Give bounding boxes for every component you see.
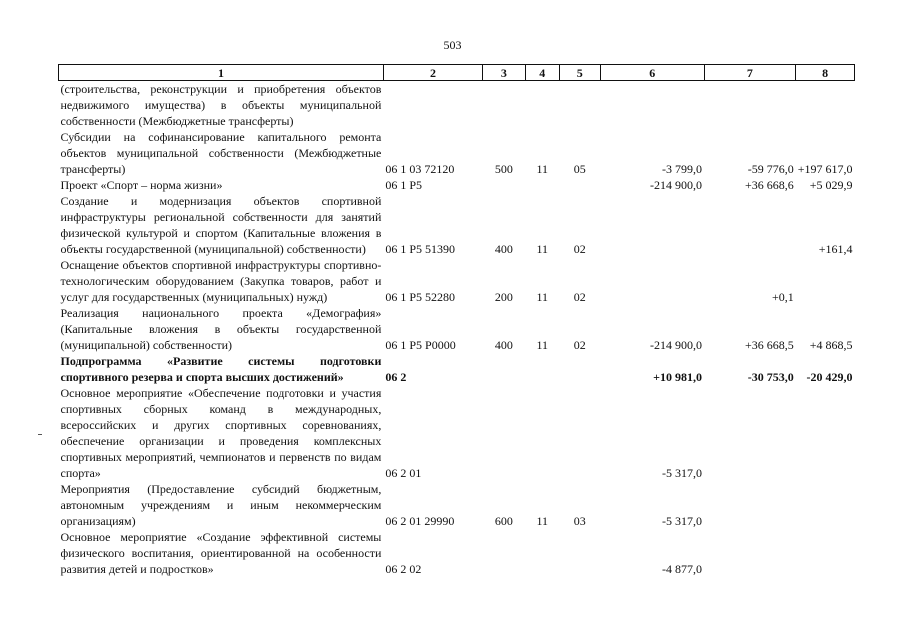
row-amount-col6: -3 799,0 [662, 162, 703, 176]
row-description: Субсидии на софинансирование капитального ремонта объектов муниципальной собственности (Межбюджетные трансферты) [60, 130, 382, 176]
scan-mark [38, 434, 42, 435]
row-description: Мероприятия (Предоставление субсидий бюджетным, автономным учреждениям и иным некоммерческим организациям) [60, 482, 382, 528]
row-amount-col7: -59 776,0 [747, 162, 794, 176]
row-subsection [559, 529, 600, 577]
row-section: 11 [536, 162, 548, 176]
table-row [59, 129, 855, 177]
row-subsection: 05 [573, 162, 586, 176]
table-row [59, 481, 855, 529]
row-amount-col6: -5 317,0 [662, 514, 703, 528]
row-code: 06 2 02 [385, 562, 422, 576]
row-amount-col8: +161,4 [818, 242, 853, 256]
row-amount-col8 [796, 81, 855, 130]
table-row [59, 385, 855, 481]
row-subsection: 03 [573, 514, 586, 528]
row-description: Проект «Спорт – норма жизни» [60, 178, 223, 192]
row-amount-col8: +5 029,9 [809, 178, 853, 192]
table-row [59, 81, 855, 130]
row-section: 11 [536, 338, 548, 352]
row-description: (строительства, реконструкции и приобретения объектов недвижимого имущества) в объекты муниципальной собственности (Межбюджетные трансферты) [60, 82, 382, 128]
row-expense-type [483, 385, 526, 481]
row-amount-col7: +36 668,6 [744, 178, 794, 192]
row-amount-col7 [704, 385, 796, 481]
row-code [383, 81, 482, 130]
row-amount-col7 [704, 481, 796, 529]
row-amount-col7 [704, 81, 796, 130]
row-expense-type [483, 81, 526, 130]
row-code: 06 1 P5 52280 [385, 290, 456, 304]
row-expense-type: 600 [494, 514, 513, 528]
header-col-7: 7 [704, 65, 796, 81]
table-body [59, 81, 855, 578]
row-subsection [559, 81, 600, 130]
page-number: 503 [443, 38, 462, 52]
header-col-5: 5 [559, 65, 600, 81]
row-amount-col8: +4 868,5 [809, 338, 853, 352]
row-code: 06 1 P5 51390 [385, 242, 456, 256]
table-row [59, 529, 855, 577]
row-amount-col7 [704, 193, 796, 257]
row-section: 11 [536, 514, 548, 528]
row-section [525, 177, 559, 193]
row-description: Реализация национального проекта «Демография» (Капитальные вложения в объекты государственной (муниципальной) собственности) [60, 306, 382, 352]
header-col-1: 1 [59, 65, 384, 81]
row-expense-type: 200 [494, 290, 513, 304]
row-subsection: 02 [573, 290, 586, 304]
row-subsection [559, 177, 600, 193]
row-section: 11 [536, 290, 548, 304]
row-amount-col6: -214 900,0 [650, 178, 703, 192]
header-col-4: 4 [525, 65, 559, 81]
row-amount-col7: +0,1 [771, 290, 794, 304]
table-row [59, 305, 855, 353]
header-row [59, 65, 855, 81]
row-code: 06 1 P5 P0000 [385, 338, 456, 352]
row-description: Основное мероприятие «Обеспечение подготовки и участия спортивных сборных команд в международных, всероссийских и других спортивных соревнованиях, обеспечение организации и проведения комплексных спортивных мероприятий, чемпионатов и первенств по видам спорта» [60, 386, 382, 480]
row-code: 06 2 01 [385, 466, 422, 480]
table-row [59, 193, 855, 257]
budget-table [58, 64, 855, 577]
row-code: 06 2 01 29990 [385, 514, 455, 528]
row-amount-col7: -30 753,0 [747, 370, 794, 384]
row-amount-col6: -214 900,0 [650, 338, 703, 352]
row-description: Основное мероприятие «Создание эффективной системы физического воспитания, ориентированной на особенности развития детей и подростков» [60, 530, 382, 576]
header-col-6: 6 [600, 65, 704, 81]
row-amount-col6 [600, 193, 704, 257]
row-section [525, 353, 559, 385]
table-row [59, 177, 855, 193]
row-subsection [559, 385, 600, 481]
row-amount-col8 [796, 481, 855, 529]
row-expense-type [483, 353, 526, 385]
table-row [59, 353, 855, 385]
row-section: 11 [536, 242, 548, 256]
header-col-3: 3 [483, 65, 526, 81]
row-amount-col8 [796, 257, 855, 305]
row-amount-col8: -20 429,0 [806, 370, 853, 384]
row-expense-type [483, 529, 526, 577]
row-description: Подпрограмма «Развитие системы подготовки спортивного резерва и спорта высших достижений» [60, 354, 382, 384]
row-section [525, 529, 559, 577]
row-amount-col6: -4 877,0 [662, 562, 703, 576]
row-expense-type: 400 [494, 338, 513, 352]
row-code: 06 1 P5 [385, 178, 423, 192]
row-description: Создание и модернизация объектов спортивной инфраструктуры региональной собственности для занятий физической культурой и спортом (Капитальные вложения в объекты государственной (муниципальной) собственности) [60, 194, 382, 256]
row-amount-col7: +36 668,5 [744, 338, 794, 352]
row-subsection: 02 [573, 242, 586, 256]
row-expense-type: 400 [494, 242, 513, 256]
row-code: 06 1 03 72120 [385, 162, 455, 176]
row-section [525, 385, 559, 481]
row-amount-col6 [600, 81, 704, 130]
row-amount-col6 [600, 257, 704, 305]
row-code: 06 2 [385, 370, 407, 384]
row-amount-col6: +10 981,0 [653, 370, 703, 384]
row-amount-col8 [796, 385, 855, 481]
row-subsection: 02 [573, 338, 586, 352]
row-amount-col8 [796, 529, 855, 577]
row-expense-type [483, 177, 526, 193]
row-subsection [559, 353, 600, 385]
row-amount-col6: -5 317,0 [662, 466, 703, 480]
header-col-8: 8 [796, 65, 855, 81]
table-row [59, 257, 855, 305]
row-expense-type: 500 [494, 162, 513, 176]
row-section [525, 81, 559, 130]
header-col-2: 2 [383, 65, 482, 81]
row-amount-col7 [704, 529, 796, 577]
row-description: Оснащение объектов спортивной инфраструктуры спортивно-технологическим оборудованием (Закупка товаров, работ и услуг для государственных (муниципальных) нужд) [60, 258, 382, 304]
row-amount-col8: +197 617,0 [797, 162, 853, 176]
